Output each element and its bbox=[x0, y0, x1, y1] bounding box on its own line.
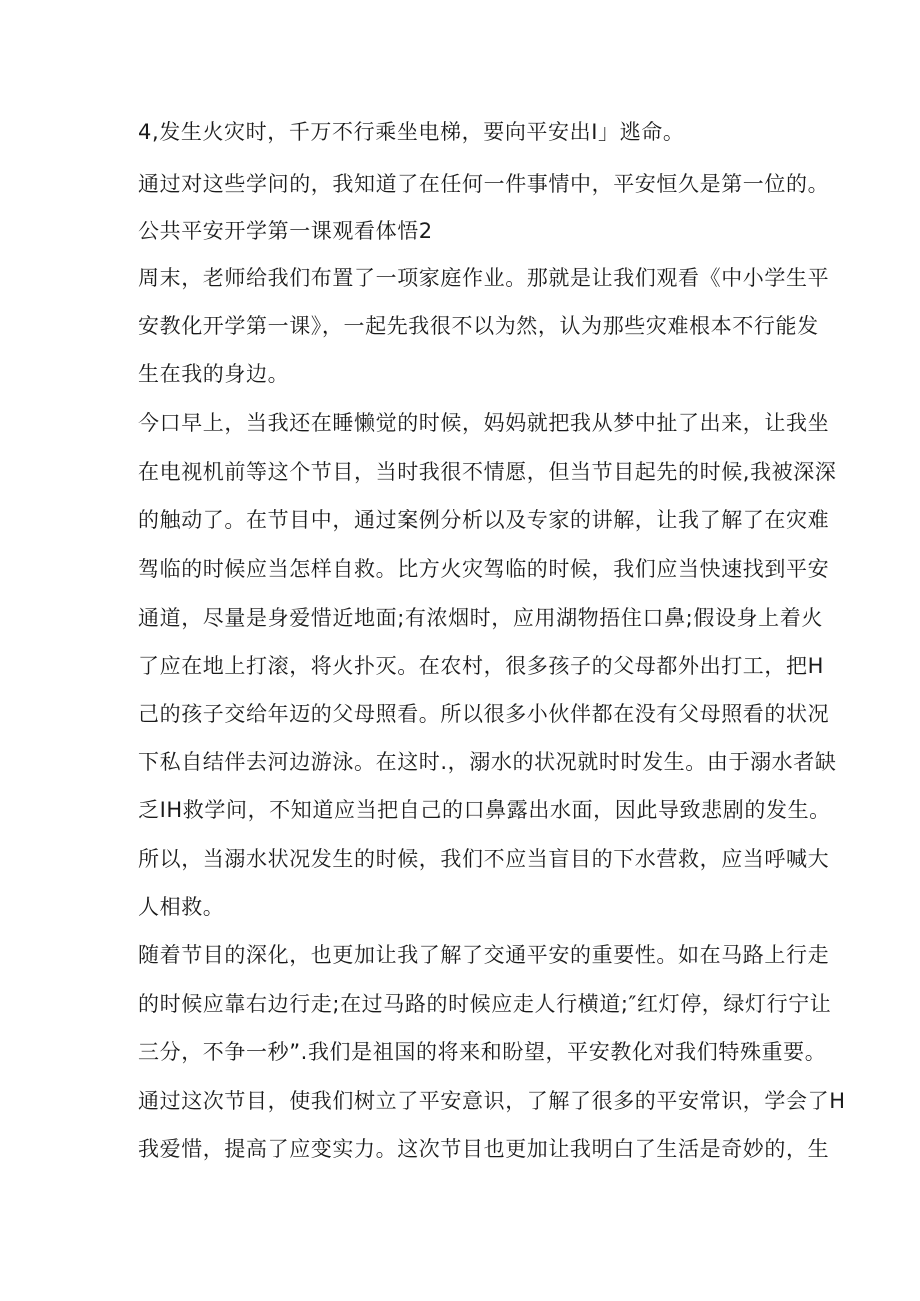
text-line: 4,发生火灾时，千万不行乘坐电梯，要向平安出I」逃命。 bbox=[138, 120, 685, 144]
text-line: 人相救。 bbox=[138, 895, 225, 919]
text-line: 在电视机前等这个节目，当时我很不情愿，但当节目起先的时候,我被深深 bbox=[138, 460, 837, 484]
section-heading: 公共平安开学第一课观看体悟2 bbox=[138, 219, 433, 243]
text-line: 驾临的时候应当怎样自救。比方火灾驾临的时候，我们应当快速找到平安 bbox=[138, 557, 830, 581]
text-line: 我爱惜，提高了应变实力。这次节目也更加让我明白了生活是奇妙的，生 bbox=[138, 1137, 830, 1161]
text-line: 生在我的身边。 bbox=[138, 362, 290, 386]
text-line: 通过这次节目，使我们树立了平安意识，了解了很多的平安常识，学会了H bbox=[138, 1089, 846, 1113]
text-line: 下私自结伴去河边游泳。在这时.，溺水的状况就时时发生。由于溺水者缺 bbox=[138, 750, 837, 774]
text-line: 己的孩子交给年迈的父母照看。所以很多小伙伴都在没有父母照看的状况 bbox=[138, 702, 830, 726]
text-line: 乏IH救学问，不知道应当把自己的口鼻露出水面，因此导致悲剧的发生。 bbox=[138, 798, 831, 822]
text-line: 通过对这些学问的，我知道了在任何一件事情中，平安恒久是第一位的。 bbox=[138, 172, 830, 196]
text-line: 的时候应靠右边行走;在过马路的时候应走人行横道;″红灯停，绿灯行宁让 bbox=[138, 992, 832, 1016]
text-line: 三分，不争一秒”.我们是祖国的将来和盼望，平安教化对我们特殊重要。 bbox=[138, 1040, 827, 1064]
text-line: 的触动了。在节目中，通过案例分析以及专家的讲解，让我了解了在灾难 bbox=[138, 508, 830, 532]
text-line: 了应在地上打滚，将火扑灭。在农村，很多孩子的父母都外出打工，把H bbox=[138, 654, 824, 678]
text-line: 所以，当溺水状况发生的时候，我们不应当盲目的下水营救，应当呼喊大 bbox=[138, 847, 830, 871]
text-line: 安教化开学第一课》，一起先我很不以为然，认为那些灾难根本不行能发 bbox=[138, 314, 819, 338]
text-line: 通道，尽量是身爱惜近地面;有浓烟时，应用湖物捂住口鼻;假设身上着火 bbox=[138, 606, 823, 630]
text-line: 周末，老师给我们布置了一项家庭作业。那就是让我们观看《中小学生平 bbox=[138, 266, 830, 290]
text-line: 随着节目的深化，也更加让我了解了交通平安的重要性。如在马路上行走 bbox=[138, 943, 830, 967]
text-line: 今口早上，当我还在睡懒觉的时候，妈妈就把我从梦中扯了出来，让我坐 bbox=[138, 411, 830, 435]
